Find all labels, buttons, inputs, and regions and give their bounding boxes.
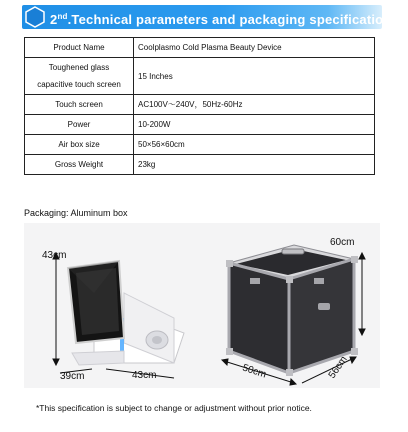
spec-table	[24, 37, 375, 175]
box-depth-label: 56cm	[326, 354, 350, 381]
param-name-line1: Toughened glass	[48, 63, 110, 72]
device-height-label: 43cm	[42, 250, 67, 261]
table-row	[25, 135, 375, 155]
table-row	[25, 58, 375, 95]
device-width-label: 39cm	[60, 371, 85, 382]
param-value: 23kg	[134, 155, 375, 175]
packaging-illustration	[24, 223, 380, 388]
param-name	[25, 58, 134, 95]
param-name-line2: capacitive touch screen	[37, 80, 121, 89]
disclaimer-note: *This specification is subject to change or adjustment without prior notice.	[36, 403, 312, 413]
param-name: Air box size	[25, 135, 134, 155]
param-value: 50×56×60cm	[134, 135, 375, 155]
param-name: Gross Weight	[25, 155, 134, 175]
device-depth-label: 43cm	[132, 370, 157, 381]
packaging-label: Packaging: Aluminum box	[24, 208, 128, 218]
table-row	[25, 38, 375, 58]
table-row	[25, 155, 375, 175]
param-value: AC100V～240V，50Hz-60Hz	[134, 95, 375, 115]
param-value: 10-200W	[134, 115, 375, 135]
section-title: 2nd.Technical parameters and packaging specifications	[50, 12, 399, 27]
param-value: 15 Inches	[134, 58, 375, 95]
hexagon-icon	[24, 6, 46, 28]
param-name: Touch screen	[25, 95, 134, 115]
param-name: Product Name	[25, 38, 134, 58]
param-value: Coolplasmo Cold Plasma Beauty Device	[134, 38, 375, 58]
param-name: Power	[25, 115, 134, 135]
box-width-label: 50cm	[240, 362, 268, 381]
device-image	[68, 261, 184, 365]
box-height-label: 60cm	[330, 237, 355, 248]
table-row	[25, 115, 375, 135]
table-row	[25, 95, 375, 115]
